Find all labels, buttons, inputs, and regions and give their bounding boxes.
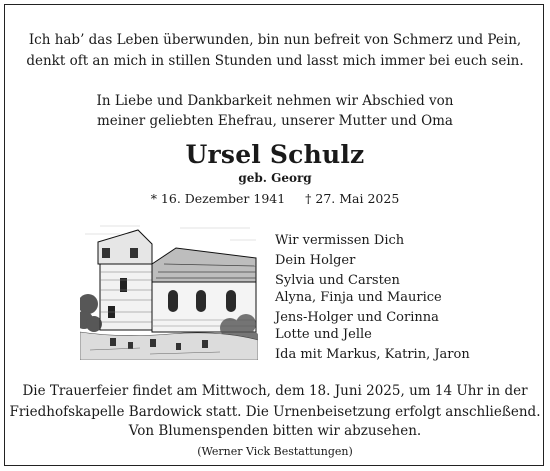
birth-date: * 16. Dezember 1941	[150, 191, 286, 206]
mourners-list	[275, 232, 470, 366]
mourner-line: Lotte und Jelle	[275, 326, 372, 342]
mourner-group	[275, 252, 470, 269]
funeral-details	[0, 381, 550, 422]
mourner-line: Wir vermissen Dich	[275, 233, 405, 248]
intro-text	[0, 91, 550, 131]
birth-name: geb. Georg	[238, 171, 312, 185]
intro-line: In Liebe und Dankbarkeit nehmen wir Abschied von	[96, 93, 454, 109]
mourner-group	[275, 309, 470, 344]
poem-line: denkt oft an mich in stillen Stunden und lasst mich immer bei euch sein.	[26, 53, 524, 69]
funeral-line: Die Trauerfeier findet am Mittwoch, dem 18. Juni 2025, um 14 Uhr in der	[22, 383, 528, 399]
mourner-group	[275, 232, 470, 249]
deceased-name: Ursel Schulz	[185, 140, 365, 169]
mourner-group	[275, 272, 470, 307]
death-date: † 27. Mai 2025	[305, 191, 400, 206]
mourner-line: Sylvia und Carsten	[275, 272, 400, 288]
mourner-line: Jens-Holger und Corinna	[275, 309, 439, 325]
life-dates	[0, 191, 550, 207]
flowers-note: Von Blumenspenden bitten wir abzusehen.	[128, 423, 422, 439]
mourner-line: Alyna, Finja und Maurice	[275, 289, 442, 305]
intro-line: meiner geliebten Ehefrau, unserer Mutter und Oma	[97, 113, 453, 129]
poem-line: Ich hab’ das Leben überwunden, bin nun befreit von Schmerz und Pein,	[28, 32, 522, 48]
mourner-group	[275, 346, 470, 363]
church-drawing-icon	[80, 220, 258, 360]
funeral-line: Friedhofskapelle Bardowick statt. Die Urnenbeisetzung erfolgt anschließend.	[9, 403, 541, 420]
mourner-line: Dein Holger	[275, 252, 356, 268]
poem	[0, 30, 550, 72]
undertaker-name: (Werner Vick Bestattungen)	[197, 445, 353, 458]
mourner-line: Ida mit Markus, Katrin, Jaron	[275, 346, 470, 362]
